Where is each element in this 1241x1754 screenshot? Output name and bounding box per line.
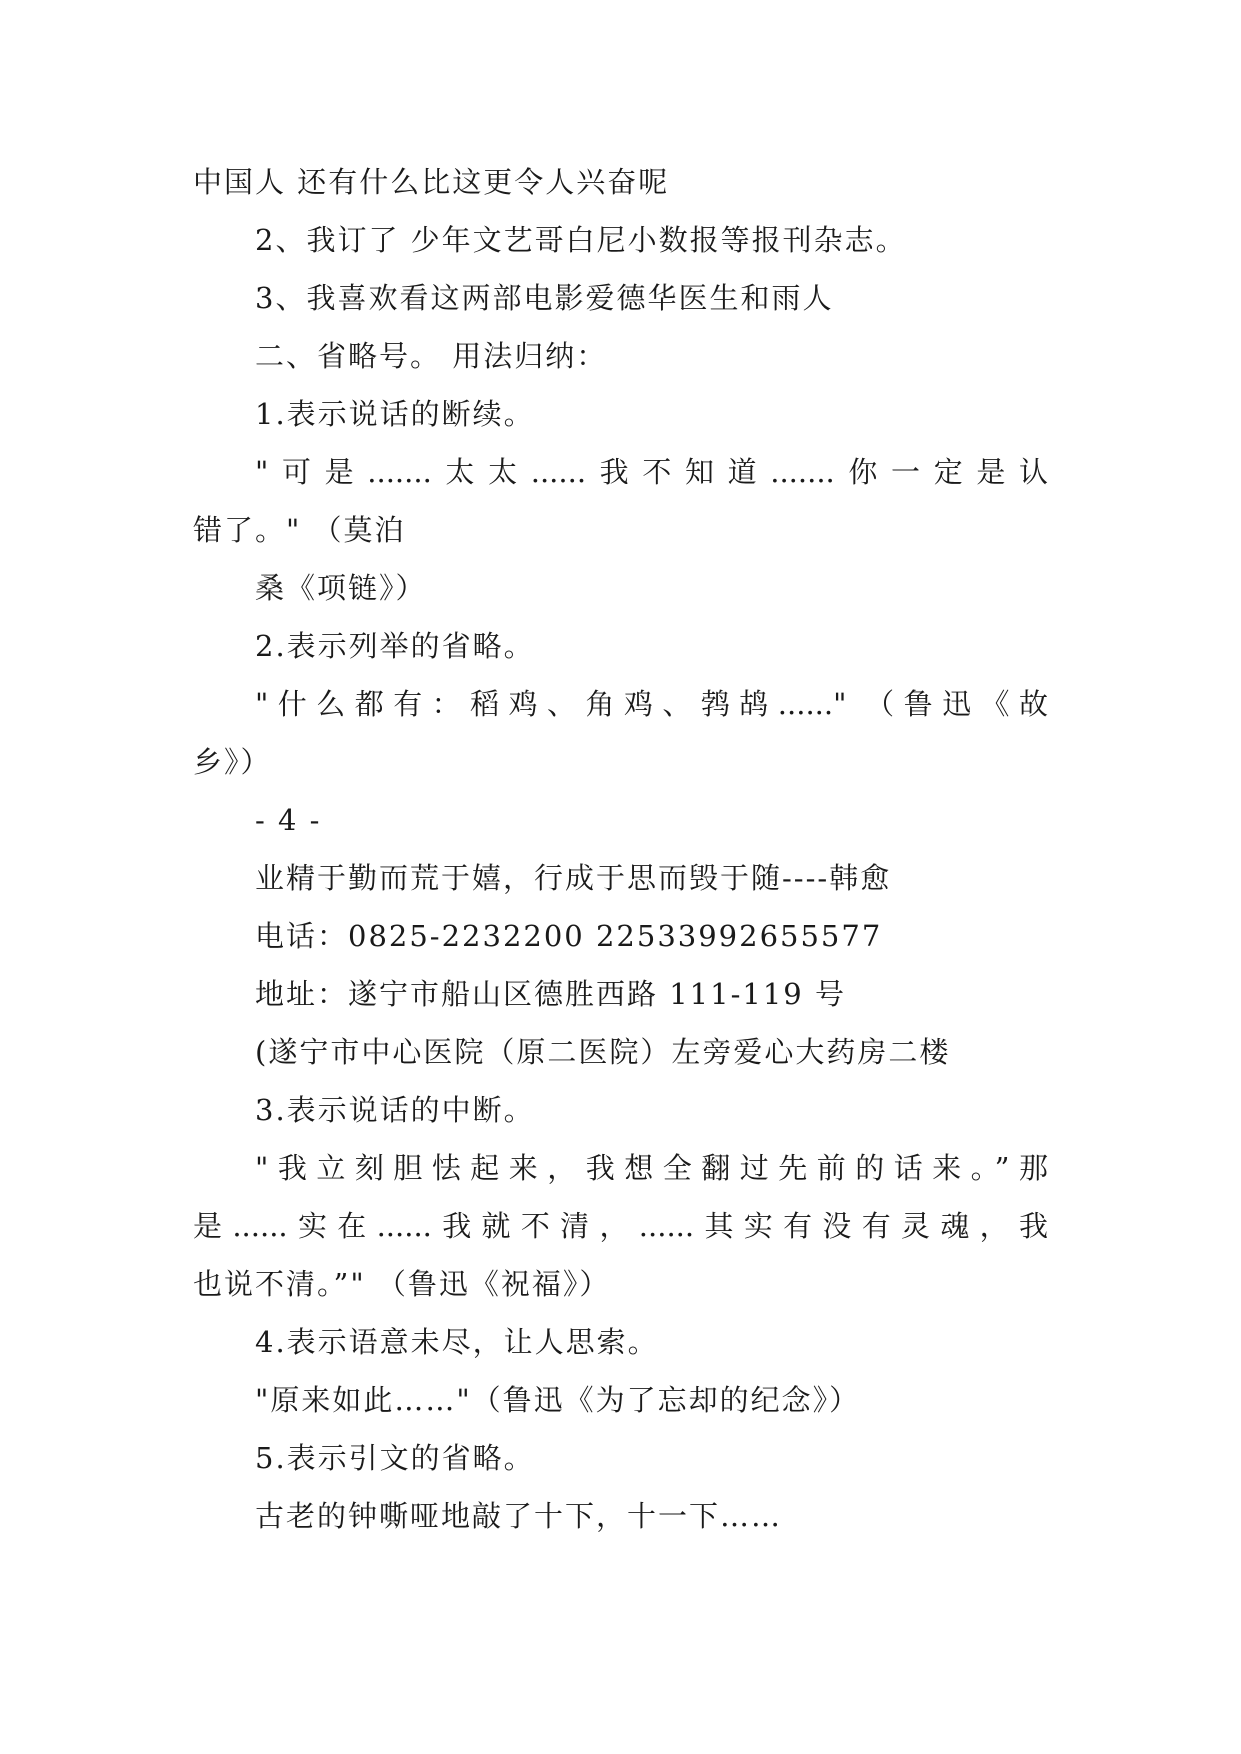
footer-phone: 电话：0825-2232200 22533992655577 [255,919,883,953]
quote-line: "我立刻胆怯起来，我想全翻过先前的话来。”那 [255,1151,1048,1185]
quote-line: 乡》） [193,745,272,779]
text-line: 4.表示语意未尽，让人思索。 [255,1325,659,1359]
footer-address: 地址：遂宁市船山区德胜西路 111-119 号 [255,977,846,1011]
text-line: 中国人 还有什么比这更令人兴奋呢 [193,165,670,199]
text-line: 2.表示列举的省略。 [255,629,535,663]
text-line: 2、我订了 少年文艺哥白尼小数报等报刊杂志。 [255,223,907,257]
text-line: 1.表示说话的断续。 [255,397,535,431]
quote-line: 是......实在......我就不清，......其实有没有灵魂，我 [193,1209,1048,1243]
footer-motto: 业精于勤而荒于嬉，行成于思而毁于随----韩愈 [255,861,892,895]
quote-line: "什么都有：稻鸡、角鸡、鹁鸪......" （鲁迅《故 [255,687,1048,721]
quote-line: 错了。" （莫泊 [193,513,406,547]
section-heading: 二、省略号。 用法归纳： [255,339,608,373]
text-line: 3.表示说话的中断。 [255,1093,535,1127]
text-line: 3、我喜欢看这两部电影爱德华医生和雨人 [255,281,834,315]
footer-address-note: (遂宁市中心医院（原二医院）左旁爱心大药房二楼 [255,1035,951,1069]
quote-line: 桑《项链》） [255,571,427,605]
quote-line: 也说不清。”" （鲁迅《祝福》） [193,1267,611,1301]
text-line: 5.表示引文的省略。 [255,1441,535,1475]
quote-line: "可是.......太太......我不知道.......你一定是认 [255,455,1048,489]
quote-line: "原来如此……"（鲁迅《为了忘却的纪念》） [255,1383,861,1417]
page-number: - 4 - [255,803,322,837]
quote-line: 古老的钟嘶哑地敲了十下，十一下…… [255,1499,783,1533]
